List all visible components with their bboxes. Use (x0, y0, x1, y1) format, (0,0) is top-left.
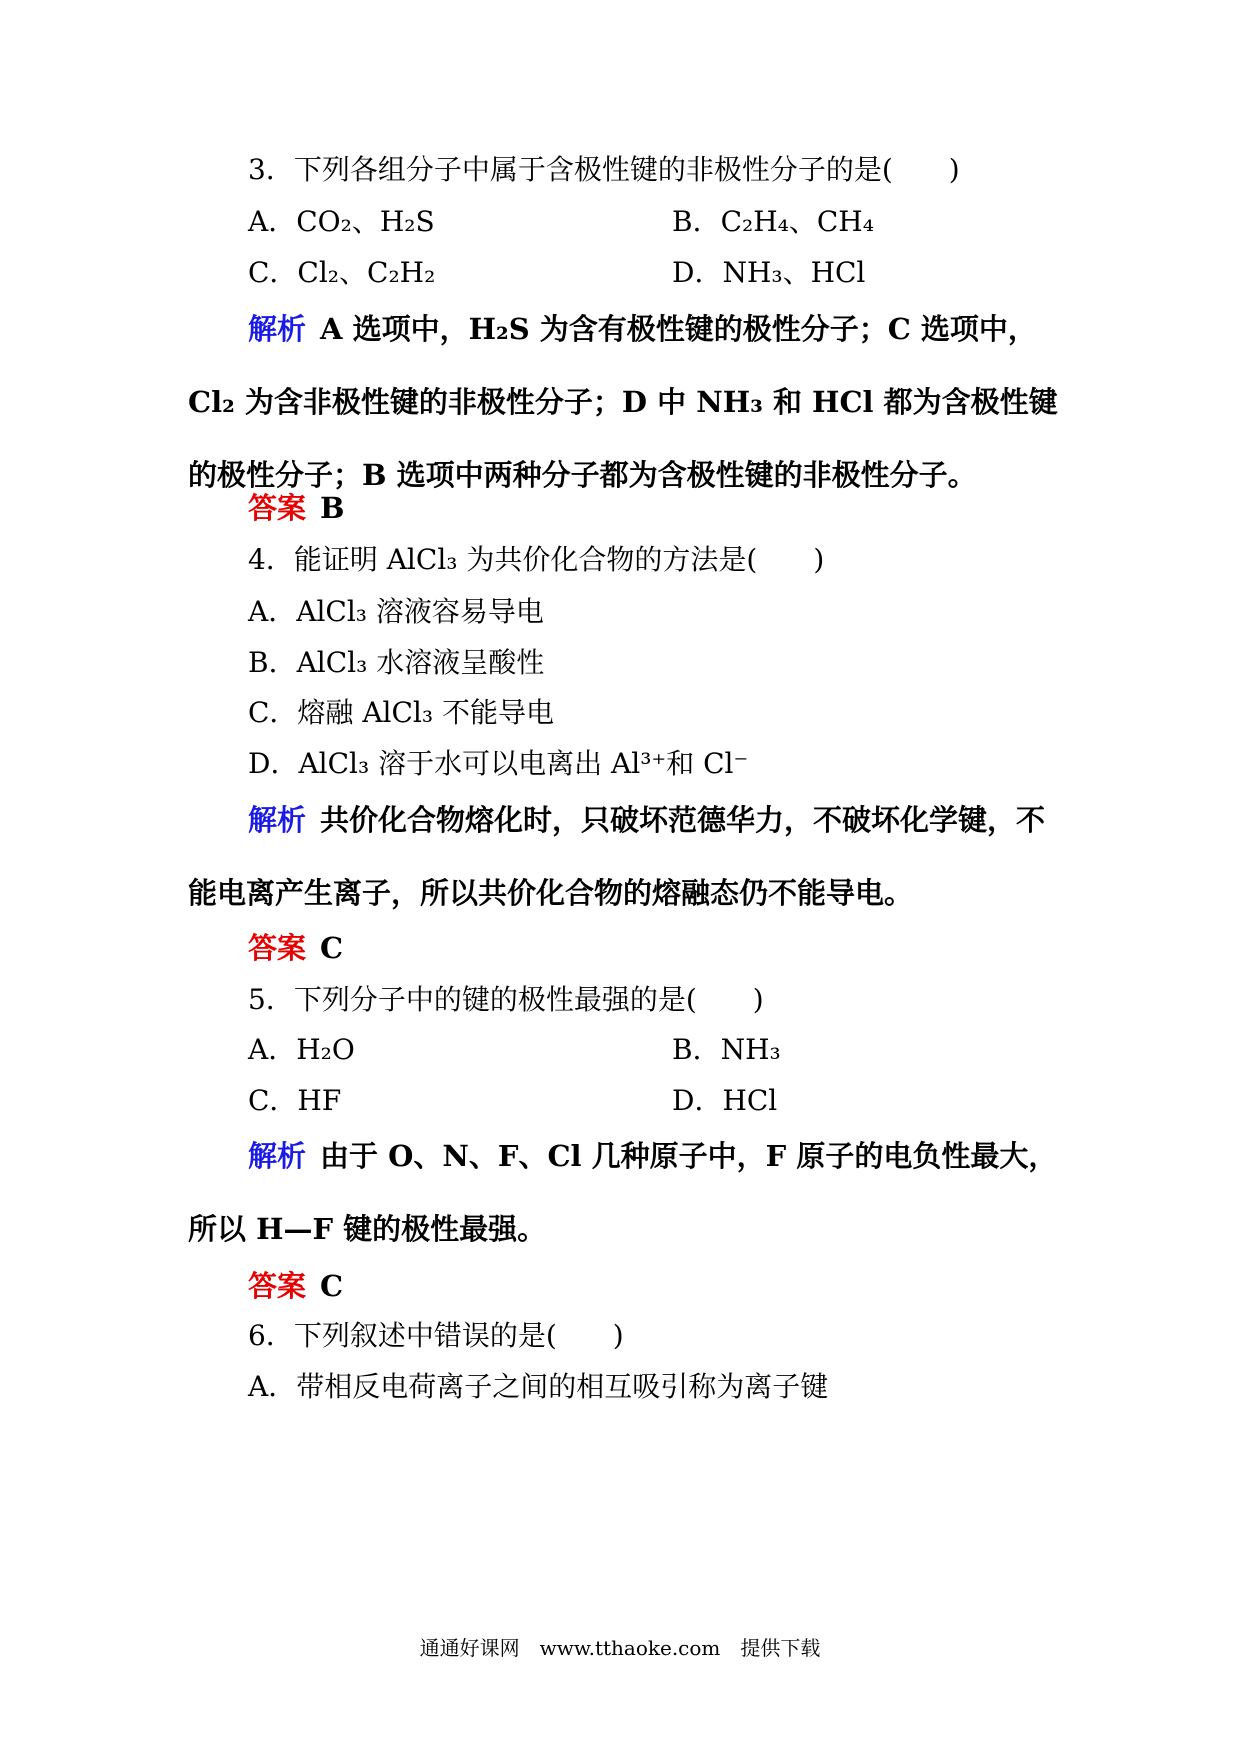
q4-answer (248, 928, 343, 968)
q4-option-d: D．AlCl₃ 溶于水可以电离出 Al³⁺和 Cl⁻ (248, 747, 749, 780)
q4-stem: 4．能证明 AlCl₃ 为共价化合物的方法是( ) (248, 543, 825, 576)
q5-option-c: C．HF (248, 1084, 342, 1117)
q3-option-d: D．NH₃、HCl (672, 256, 866, 289)
q5-option-b: B．NH₃ (672, 1033, 781, 1066)
q5-option-a: A．H₂O (248, 1033, 355, 1066)
page-footer: 通通好课网 www.tthaoke.com 提供下载 (419, 1636, 821, 1660)
q4-option-b: B．AlCl₃ 水溶液呈酸性 (248, 646, 545, 679)
q3-explanation (188, 293, 1068, 512)
q6-option-a: A．带相反电荷离子之间的相互吸引称为离子键 (248, 1370, 829, 1403)
q4-explain-text: 共价化合物熔化时，只破坏范德华力，不破坏化学键，不能电离产生离子，所以共价化合物的熔融态仍不能导电。 (188, 803, 1046, 910)
q5-answer-value: C (320, 1269, 344, 1303)
q3-answer (248, 488, 345, 528)
q5-stem: 5．下列分子中的键的极性最强的是( ) (248, 983, 764, 1016)
q5-explain-label: 解析 (248, 1139, 307, 1173)
q3-explain-label: 解析 (248, 312, 307, 346)
q3-option-c: C．Cl₂、C₂H₂ (248, 256, 436, 289)
q3-option-b: B．C₂H₄、CH₄ (672, 205, 874, 238)
q5-answer-label: 答案 (248, 1269, 307, 1303)
q3-explain-text: A 选项中，H₂S 为含有极性键的极性分子；C 选项中，Cl₂ 为含非极性键的非极性分子；D 中 NH₃ 和 HCl 都为含极性键的极性分子；B 选项中两种分子都为含极性键的非极性分子。 (188, 312, 1058, 492)
q3-stem: 3．下列各组分子中属于含极性键的非极性分子的是( ) (248, 153, 960, 186)
q3-answer-value: B (320, 491, 345, 525)
q4-option-c: C．熔融 AlCl₃ 不能导电 (248, 696, 555, 729)
q4-option-a: A．AlCl₃ 溶液容易导电 (248, 595, 544, 628)
q4-answer-value: C (320, 931, 344, 965)
q4-explain-label: 解析 (248, 803, 307, 837)
q6-stem: 6．下列叙述中错误的是( ) (248, 1319, 624, 1352)
q5-option-d: D．HCl (672, 1084, 778, 1117)
q3-answer-label: 答案 (248, 491, 307, 525)
q4-answer-label: 答案 (248, 931, 307, 965)
q3-option-a: A．CO₂、H₂S (248, 205, 435, 238)
q5-answer (248, 1266, 343, 1306)
q5-explain-text: 由于 O、N、F、Cl 几种原子中，F 原子的电负性最大，所以 H—F 键的极性最强。 (188, 1139, 1058, 1246)
q5-explanation (188, 1120, 1068, 1266)
q4-explanation (188, 784, 1068, 930)
